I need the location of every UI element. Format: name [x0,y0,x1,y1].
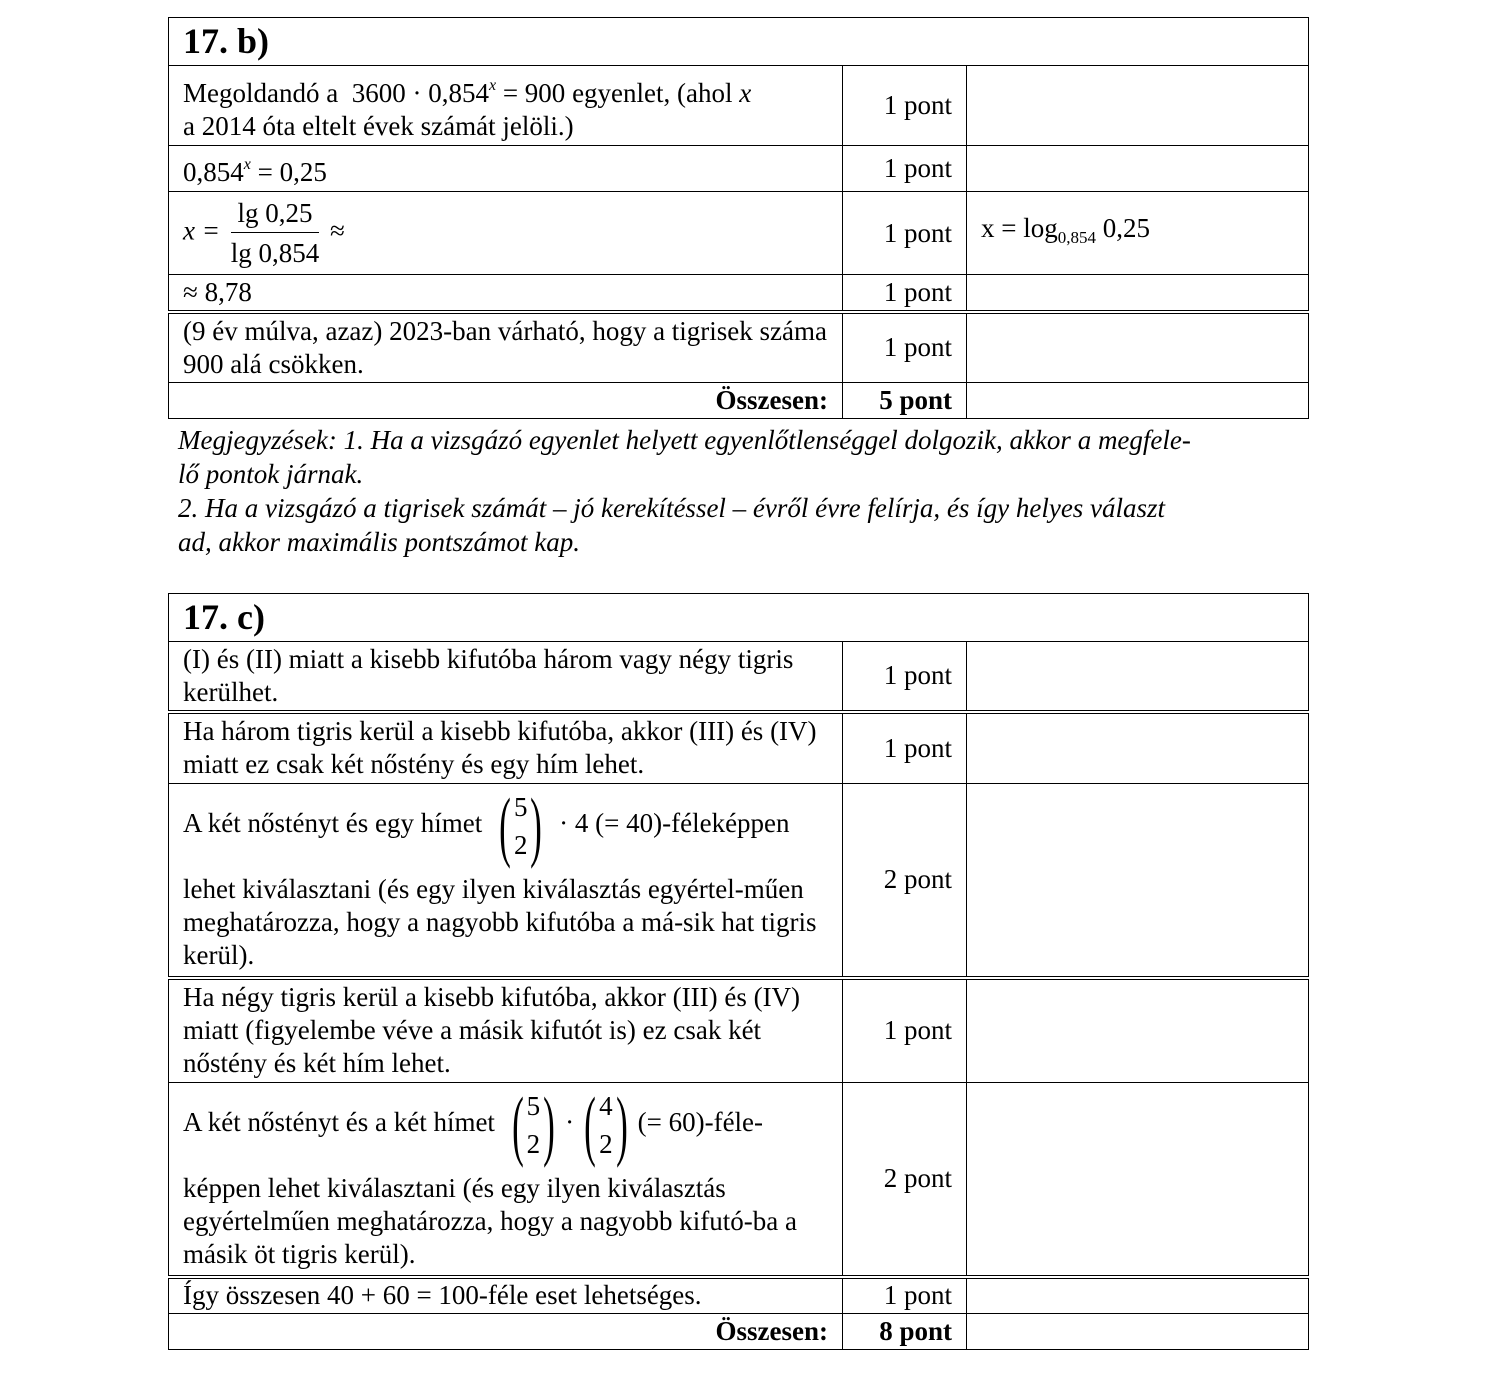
table-row [169,275,1309,312]
solution-step: x = $\frac{\lg 0,25}{\lg 0,854}$ ≈ [169,192,843,275]
remark-line: ad, akkor maximális pontszámot kap. [178,527,580,557]
binomial: ( 5 2 ) [511,1081,556,1169]
points-cell: 1 pont [843,642,967,712]
task-title: 17. c) [169,594,1309,642]
table-row [169,312,1309,383]
binomial: ( 4 2 ) [584,1081,628,1169]
remark-cell [967,1277,1309,1314]
table-row [169,1277,1309,1314]
remark-cell [967,383,1309,419]
table-row [169,146,1309,192]
points-cell: 1 pont [843,146,967,192]
solution-step: Így összesen 40 + 60 = 100-féle eset lehetséges. [169,1277,843,1314]
solution-step: A két nőstényt és a két hímet ( 5 2 ) · ( 4 2 ) (= 60)-féle- képpen lehet kiválasztani (és egy ilyen kiválasztás egyértelműen meghatározza, hogy a nagyobb kifutó-ba a másik öt tigris kerül). [169,1083,843,1277]
binomial: ( 5 2 ) [499,782,543,870]
remark-cell [967,312,1309,383]
remark-line: Megjegyzések: 1. Ha a vizsgázó egyenlet helyett egyenlőtlenséggel dolgozik, akkor a megfele- [178,425,1191,455]
total-row [169,1314,1309,1350]
table-row [169,642,1309,712]
points-cell: 1 pont [843,192,967,275]
fraction: $\frac{\lg 0,25}{\lg 0,854}$ [230,197,320,268]
table-row [169,712,1309,784]
table-row [169,192,1309,275]
remark-line: 2. Ha a vizsgázó a tigrisek számát – jó kerekítéssel – évről évre felírja, és így helyes választ [178,493,1166,523]
remark-cell [967,784,1309,978]
table-row [169,978,1309,1083]
remark-cell [967,66,1309,146]
section-17c [168,593,1308,1350]
remark-cell [967,978,1309,1083]
table-row [169,66,1309,146]
total-points: 8 pont [843,1314,967,1350]
points-cell: 1 pont [843,66,967,146]
remark-cell: $x = \log_{0,854} 0,25$ [967,192,1309,275]
scoring-table-17c [168,593,1309,1350]
remark-cell [967,146,1309,192]
solution-step: ≈ 8,78 [169,275,843,312]
points-cell: 1 pont [843,312,967,383]
total-label: Összesen: [169,383,843,419]
remark-cell [967,275,1309,312]
remark-cell [967,1314,1309,1350]
remark-cell [967,1083,1309,1277]
task-title: 17. b) [169,18,1309,66]
remark-line: lő pontok járnak. [178,459,364,489]
table-row [169,1083,1309,1277]
remarks [178,423,1308,559]
solution-step: (I) és (II) miatt a kisebb kifutóba három vagy négy tigris kerülhet. [169,642,843,712]
scoring-table-17b [168,17,1309,419]
solution-step: (9 év múlva, azaz) 2023-ban várható, hogy a tigrisek száma 900 alá csökken. [169,312,843,383]
total-points: 5 pont [843,383,967,419]
solution-step: Ha négy tigris kerül a kisebb kifutóba, akkor (III) és (IV) miatt (figyelembe véve a másik kifutót is) ez csak két nőstény és két hím lehet. [169,978,843,1083]
points-cell: 2 pont [843,1083,967,1277]
table-row [169,784,1309,978]
solution-step: A két nőstényt és egy hímet ( 5 2 ) · 4 (= 40)-féleképpen lehet kiválasztani (és egy ilyen kiválasztás egyértel-műen meghatározza, hogy a nagyobb kifutóba a má-sik hat tigris kerül). [169,784,843,978]
section-17b [168,17,1308,559]
solution-step: $0,854^x = 0,25$ [169,146,843,192]
solution-step: Megoldandó a $3600 \cdot 0,854^x = 900$ egyenlet, (ahol x a 2014 óta eltelt évek számát jelöli.) [169,66,843,146]
points-cell: 1 pont [843,978,967,1083]
points-cell: 1 pont [843,712,967,784]
points-cell: 1 pont [843,1277,967,1314]
points-cell: 1 pont [843,275,967,312]
points-cell: 2 pont [843,784,967,978]
solution-step: Ha három tigris kerül a kisebb kifutóba, akkor (III) és (IV) miatt ez csak két nőstény és egy hím lehet. [169,712,843,784]
total-label: Összesen: [169,1314,843,1350]
total-row [169,383,1309,419]
remark-cell [967,642,1309,712]
remark-cell [967,712,1309,784]
